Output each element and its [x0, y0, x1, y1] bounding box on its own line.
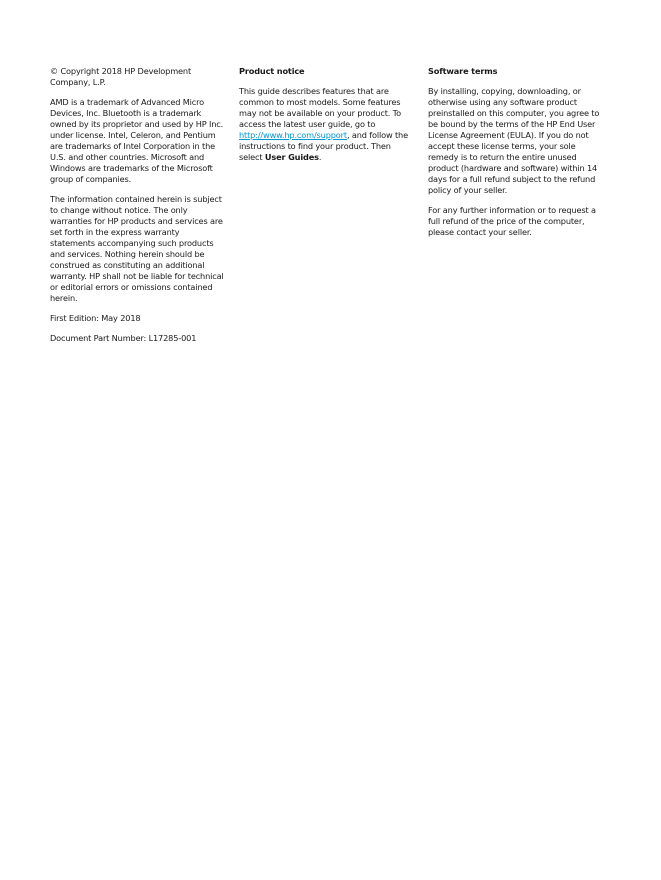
warranty-text: The information contained herein is subject to change without notice. The only warranties for HP products and services are set forth in the express warranty statements accompanying such products and services. Nothing herein should be construed as constituting an additional warranty. HP shall not be liable for technical or editorial errors or omissions contained herein.	[50, 194, 224, 303]
trademarks-text: AMD is a trademark of Advanced Micro Devices, Inc. Bluetooth is a trademark owned by its proprietor and used by HP Inc. under license. Intel, Celeron, and Pentium are trademarks of Intel Corporation in the U.S. and other countries. Microsoft and Windows are trademarks of the Microsoft group of companies.	[50, 97, 224, 184]
product-notice-middle: , and follow the instructions to find your product. Then select	[239, 130, 408, 162]
product-notice-heading: Product notice	[239, 66, 305, 76]
legal-column	[50, 66, 226, 353]
product-notice-text	[239, 86, 415, 163]
software-terms-text: By installing, copying, downloading, or otherwise using any software product preinstalled on this computer, you agree to be bound by the terms of the HP End User License Agreement (EULA). If you do not accept these license terms, your sole remedy is to return the entire unused product (hardware and software) within 14 days for a full refund subject to the refund policy of your seller.	[428, 86, 600, 195]
support-link[interactable]: http://www.hp.com/support	[239, 130, 347, 140]
software-terms-column	[428, 66, 604, 247]
edition-text: First Edition: May 2018	[50, 313, 141, 323]
refund-info-text: For any further information or to request a full refund of the price of the computer, please contact your seller.	[428, 205, 596, 237]
product-notice-column	[239, 66, 415, 172]
software-terms-heading: Software terms	[428, 66, 498, 76]
copyright-text: © Copyright 2018 HP Development Company, L.P.	[50, 66, 192, 87]
product-notice-end: .	[318, 152, 322, 162]
part-number-text: Document Part Number: L17285-001	[50, 333, 197, 343]
product-notice-intro: This guide describes features that are common to most models. Some features may not be available on your product. To access the latest user guide, go to	[239, 86, 401, 129]
user-guides-label: User Guides	[264, 152, 319, 162]
